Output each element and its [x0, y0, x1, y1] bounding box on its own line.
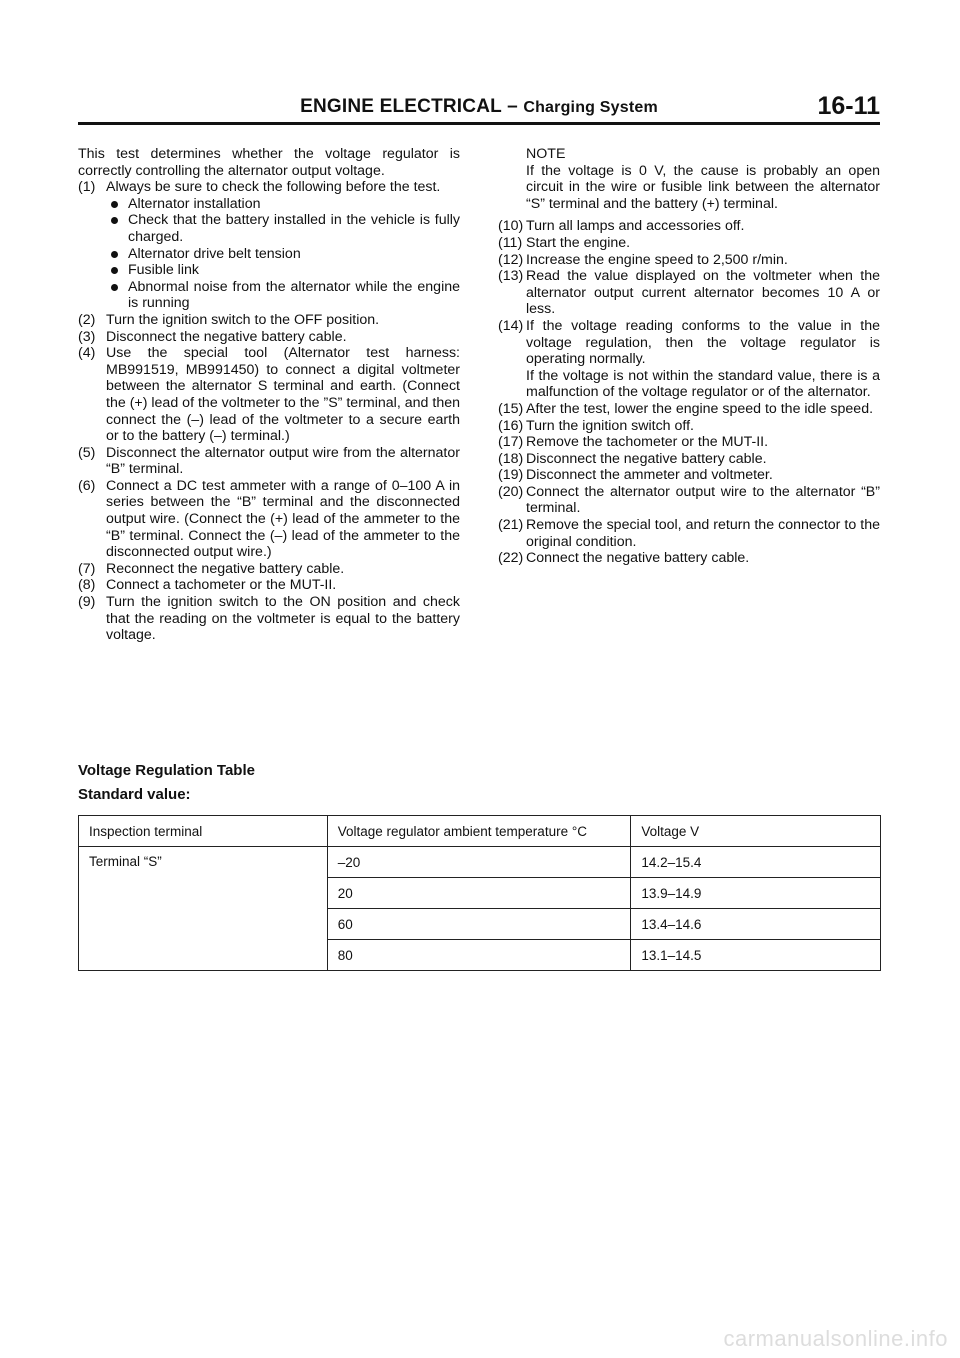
- step-text: Disconnect the negative battery cable.: [106, 328, 347, 345]
- step-number: (3): [78, 328, 96, 345]
- step-text: Connect the negative battery cable.: [526, 550, 750, 567]
- step-15: [498, 401, 880, 418]
- step-10: [498, 218, 880, 235]
- bullet-text: Check that the battery installed in the vehicle is fully charged.: [128, 212, 460, 245]
- temperature-cell: 80: [327, 940, 631, 971]
- step-extra-text: If the voltage is not within the standard value, there is a malfunction of the voltage regulator or of the alternator.: [526, 367, 880, 401]
- left-column: [78, 146, 460, 644]
- step-5: [78, 445, 460, 478]
- step-number: (21): [498, 517, 524, 534]
- step-number: (1): [78, 179, 96, 196]
- step-number: (18): [498, 450, 524, 467]
- step-number: (14): [498, 317, 524, 334]
- step-text: Increase the engine speed to 2,500 r/min.: [526, 251, 788, 268]
- step-text: Connect the alternator output wire to the alternator “B” terminal.: [526, 483, 880, 517]
- step-number: (4): [78, 345, 96, 362]
- step-text: Start the engine.: [526, 234, 631, 251]
- bullet-text: Abnormal noise from the alternator while the engine is running: [128, 278, 460, 312]
- bullet-icon: [111, 284, 118, 291]
- step-text: Connect a DC test ammeter with a range of 0–100 A in series between the “B” terminal and the disconnected output wire. (Connect the (+) lead of the ammeter to the “B” terminal. Connect the (–) lead of the ammeter to the disconnected output wire.): [106, 477, 460, 561]
- step-number: (20): [498, 483, 524, 500]
- bullet-item: [78, 196, 460, 213]
- step-text: Disconnect the negative battery cable.: [526, 450, 767, 467]
- voltage-regulation-table: [78, 815, 881, 971]
- step-number: (9): [78, 594, 96, 611]
- step-number: (8): [78, 577, 96, 594]
- page-title: [78, 96, 880, 118]
- step-8: [78, 577, 460, 594]
- voltage-cell: 13.9–14.9: [631, 878, 881, 909]
- step-12: [498, 252, 880, 269]
- intro-paragraph: This test determines whether the voltage regulator is correctly controlling the alternator output voltage.: [78, 146, 460, 179]
- step-9: [78, 594, 460, 644]
- header-cell: Voltage regulator ambient temperature °C: [327, 816, 631, 847]
- step-text: Read the value displayed on the voltmeter when the alternator output current alternator becomes 10 A or less.: [526, 268, 880, 318]
- step-number: (16): [498, 417, 524, 434]
- step-text: Reconnect the negative battery cable.: [106, 560, 345, 577]
- table-header-row: [79, 816, 881, 847]
- bullet-text: Alternator drive belt tension: [128, 245, 301, 262]
- step-14: [498, 318, 880, 401]
- step-22: [498, 550, 880, 567]
- step-number: (11): [498, 234, 523, 251]
- page-header: [78, 92, 880, 125]
- header-cell: Voltage V: [631, 816, 881, 847]
- step-number: (19): [498, 467, 524, 484]
- temperature-cell: 60: [327, 909, 631, 940]
- step-text: Disconnect the ammeter and voltmeter.: [526, 467, 773, 484]
- step-text: Remove the special tool, and return the connector to the original condition.: [526, 517, 880, 550]
- bullet-item: [78, 212, 460, 245]
- step-number: (2): [78, 311, 96, 328]
- bullet-text: Alternator installation: [128, 195, 261, 212]
- bullet-item: [78, 246, 460, 263]
- step-16: [498, 418, 880, 435]
- step-text: Connect a tachometer or the MUT-II.: [106, 577, 337, 594]
- step-text: Turn the ignition switch to the ON position and check that the reading on the voltmeter is equal to the battery voltage.: [106, 594, 460, 644]
- step-4: [78, 345, 460, 445]
- step-2: [78, 312, 460, 329]
- step-number: (12): [498, 251, 524, 268]
- watermark: carmanualsonline.info: [723, 1326, 948, 1351]
- step-number: (22): [498, 550, 524, 567]
- step-text: Turn the ignition switch off.: [526, 417, 694, 434]
- voltage-cell: 13.4–14.6: [631, 909, 881, 940]
- step-18: [498, 451, 880, 468]
- step-text: Always be sure to check the following before the test.: [106, 179, 441, 196]
- voltage-cell: 13.1–14.5: [631, 940, 881, 971]
- bullet-icon: [111, 251, 118, 258]
- step-number: (10): [498, 218, 524, 235]
- step-text: If the voltage reading conforms to the value in the voltage regulation, then the voltage regulator is operating normally.: [526, 317, 880, 368]
- step-text: Turn all lamps and accessories off.: [526, 218, 745, 235]
- note-label: NOTE: [526, 146, 566, 162]
- terminal-cell: Terminal “S”: [79, 847, 328, 971]
- step-21: [498, 517, 880, 550]
- step-number: (7): [78, 560, 96, 577]
- step-1: [78, 179, 460, 196]
- table-subtitle: Standard value:: [78, 786, 191, 803]
- bullet-text: Fusible link: [128, 262, 199, 279]
- step-3: [78, 329, 460, 346]
- note-block: [498, 146, 880, 212]
- bullet-item: [78, 262, 460, 279]
- bullet-item: [78, 279, 460, 312]
- step-19: [498, 467, 880, 484]
- title-separator: –: [501, 96, 524, 117]
- bullet-icon: [111, 201, 118, 208]
- step-text: Use the special tool (Alternator test harness: MB991519, MB991450) to connect a digital voltmeter between the alternator S terminal and earth. (Connect the (+) lead of the voltmeter to the ”S” terminal, and then connect the (–) lead of the voltmeter to a secure earth or to the battery (–) terminal.): [106, 345, 460, 445]
- voltage-cell: 14.2–15.4: [631, 847, 881, 878]
- step-6: [78, 478, 460, 561]
- step-text: Disconnect the alternator output wire from the alternator “B” terminal.: [106, 444, 460, 478]
- step-number: (15): [498, 400, 524, 417]
- page-number: 16-11: [817, 92, 880, 120]
- table-title: Voltage Regulation Table: [78, 762, 255, 779]
- step-20: [498, 484, 880, 517]
- step-number: (17): [498, 434, 524, 451]
- subsection-title: Charging System: [523, 99, 658, 116]
- step-13: [498, 268, 880, 318]
- section-title: ENGINE ELECTRICAL: [300, 96, 502, 117]
- bullet-icon: [111, 267, 118, 274]
- step-11: [498, 235, 880, 252]
- step-text: Turn the ignition switch to the OFF position.: [106, 311, 380, 328]
- step-number: (5): [78, 444, 96, 461]
- right-column: [498, 146, 880, 567]
- bullet-icon: [111, 217, 118, 224]
- step-text: After the test, lower the engine speed to the idle speed.: [526, 400, 874, 417]
- header-cell: Inspection terminal: [79, 816, 328, 847]
- step-17: [498, 434, 880, 451]
- step-number: (13): [498, 268, 524, 285]
- temperature-cell: –20: [327, 847, 631, 878]
- table-row: [79, 847, 881, 878]
- step-text: Remove the tachometer or the MUT-II.: [526, 434, 769, 451]
- step-7: [78, 561, 460, 578]
- temperature-cell: 20: [327, 878, 631, 909]
- note-text: If the voltage is 0 V, the cause is probably an open circuit in the wire or fusible link between the alternator “S” terminal and the battery (+) terminal.: [526, 162, 880, 212]
- step-number: (6): [78, 477, 96, 494]
